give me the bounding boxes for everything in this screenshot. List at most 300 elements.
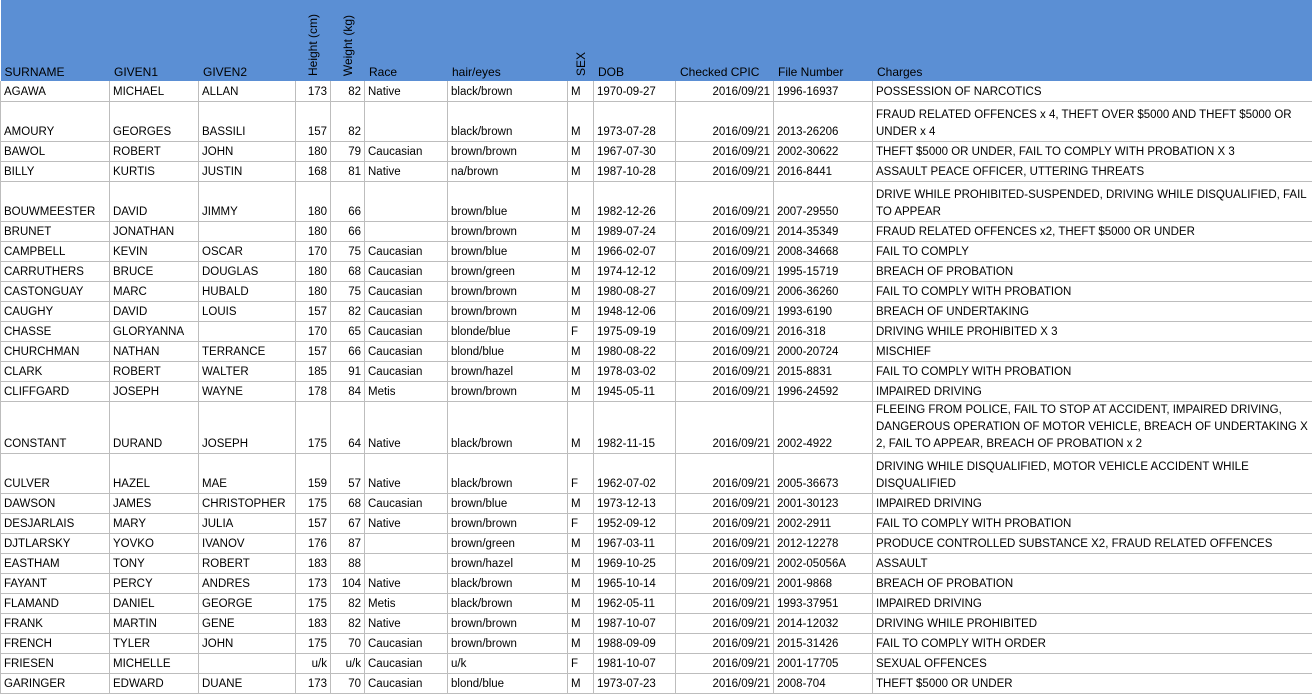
cell-surname[interactable]: FRENCH xyxy=(1,633,110,653)
cell-hair-eyes[interactable]: brown/brown xyxy=(448,301,568,321)
cell-given1[interactable]: MARC xyxy=(110,281,199,301)
cell-checked-cpic[interactable]: 2016/09/21 xyxy=(676,161,774,181)
cell-file-number[interactable]: 2013-26206 xyxy=(774,101,873,141)
header-race[interactable]: Race xyxy=(365,0,448,81)
cell-given1[interactable]: PERCY xyxy=(110,573,199,593)
cell-hair-eyes[interactable]: black/brown xyxy=(448,81,568,101)
cell-dob[interactable]: 1989-07-24 xyxy=(594,221,676,241)
cell-race[interactable]: Native xyxy=(365,401,448,453)
cell-surname[interactable]: CHASSE xyxy=(1,321,110,341)
cell-weight[interactable]: 57 xyxy=(331,453,365,493)
cell-weight[interactable]: 79 xyxy=(331,141,365,161)
cell-surname[interactable]: GARINGER xyxy=(1,673,110,693)
cell-weight[interactable]: 88 xyxy=(331,553,365,573)
cell-charges[interactable]: POSSESSION OF NARCOTICS xyxy=(873,81,1312,101)
cell-surname[interactable]: CULVER xyxy=(1,453,110,493)
cell-given2[interactable]: GEORGE xyxy=(199,593,296,613)
cell-given2[interactable]: IVANOV xyxy=(199,533,296,553)
cell-sex[interactable]: M xyxy=(568,401,594,453)
cell-given1[interactable]: JOSEPH xyxy=(110,381,199,401)
cell-dob[interactable]: 1952-09-12 xyxy=(594,513,676,533)
header-weight[interactable] xyxy=(331,0,365,81)
cell-sex[interactable]: M xyxy=(568,573,594,593)
cell-dob[interactable]: 1967-03-11 xyxy=(594,533,676,553)
cell-given2[interactable]: JOHN xyxy=(199,141,296,161)
cell-height[interactable]: 157 xyxy=(296,513,331,533)
cell-given1[interactable]: TYLER xyxy=(110,633,199,653)
cell-dob[interactable]: 1988-09-09 xyxy=(594,633,676,653)
cell-given1[interactable]: NATHAN xyxy=(110,341,199,361)
cell-race[interactable]: Caucasian xyxy=(365,653,448,673)
cell-file-number[interactable]: 2006-36260 xyxy=(774,281,873,301)
cell-file-number[interactable]: 1993-37951 xyxy=(774,593,873,613)
cell-hair-eyes[interactable]: brown/blue xyxy=(448,241,568,261)
cell-hair-eyes[interactable]: brown/brown xyxy=(448,221,568,241)
cell-race[interactable]: Caucasian xyxy=(365,321,448,341)
cell-sex[interactable]: F xyxy=(568,321,594,341)
cell-weight[interactable]: 66 xyxy=(331,341,365,361)
cell-weight[interactable]: 84 xyxy=(331,381,365,401)
cell-hair-eyes[interactable]: black/brown xyxy=(448,101,568,141)
cell-hair-eyes[interactable]: brown/brown xyxy=(448,281,568,301)
cell-charges[interactable]: BREACH OF PROBATION xyxy=(873,261,1312,281)
cell-height[interactable]: 176 xyxy=(296,533,331,553)
cell-dob[interactable]: 1945-05-11 xyxy=(594,381,676,401)
cell-surname[interactable]: BILLY xyxy=(1,161,110,181)
cell-given2[interactable]: JULIA xyxy=(199,513,296,533)
cell-dob[interactable]: 1967-07-30 xyxy=(594,141,676,161)
cell-checked-cpic[interactable]: 2016/09/21 xyxy=(676,101,774,141)
cell-hair-eyes[interactable]: brown/green xyxy=(448,261,568,281)
cell-hair-eyes[interactable]: brown/green xyxy=(448,533,568,553)
cell-surname[interactable]: BRUNET xyxy=(1,221,110,241)
cell-charges[interactable]: THEFT $5000 OR UNDER xyxy=(873,673,1312,693)
header-surname[interactable]: SURNAME xyxy=(1,0,110,81)
cell-race[interactable]: Caucasian xyxy=(365,361,448,381)
cell-dob[interactable]: 1987-10-07 xyxy=(594,613,676,633)
cell-given2[interactable]: WALTER xyxy=(199,361,296,381)
cell-dob[interactable]: 1962-07-02 xyxy=(594,453,676,493)
cell-height[interactable]: 180 xyxy=(296,181,331,221)
cell-race[interactable]: Caucasian xyxy=(365,301,448,321)
cell-dob[interactable]: 1966-02-07 xyxy=(594,241,676,261)
cell-surname[interactable]: BOUWMEESTER xyxy=(1,181,110,221)
cell-charges[interactable]: FLEEING FROM POLICE, FAIL TO STOP AT ACCIDENT, IMPAIRED DRIVING, DANGEROUS OPERATION OF MOTOR VEHICLE, BREACH OF UNDERTAKING X 2, FAIL TO APPEAR, BREACH OF PROBATION x 2 xyxy=(873,401,1312,453)
cell-charges[interactable]: FRAUD RELATED OFFENCES x2, THEFT $5000 OR UNDER xyxy=(873,221,1312,241)
cell-checked-cpic[interactable]: 2016/09/21 xyxy=(676,81,774,101)
cell-surname[interactable]: DESJARLAIS xyxy=(1,513,110,533)
cell-weight[interactable]: 66 xyxy=(331,181,365,221)
cell-sex[interactable]: M xyxy=(568,281,594,301)
cell-checked-cpic[interactable]: 2016/09/21 xyxy=(676,633,774,653)
cell-given1[interactable]: JONATHAN xyxy=(110,221,199,241)
cell-race[interactable]: Native xyxy=(365,513,448,533)
cell-file-number[interactable]: 2014-12032 xyxy=(774,613,873,633)
header-checked-cpic[interactable]: Checked CPIC xyxy=(676,0,774,81)
cell-checked-cpic[interactable]: 2016/09/21 xyxy=(676,341,774,361)
header-hair-eyes[interactable]: hair/eyes xyxy=(448,0,568,81)
cell-sex[interactable]: M xyxy=(568,241,594,261)
cell-weight[interactable]: 82 xyxy=(331,593,365,613)
cell-given2[interactable]: JOHN xyxy=(199,633,296,653)
cell-given2[interactable]: JOSEPH xyxy=(199,401,296,453)
cell-sex[interactable]: M xyxy=(568,593,594,613)
cell-sex[interactable]: M xyxy=(568,341,594,361)
cell-height[interactable]: 180 xyxy=(296,221,331,241)
cell-file-number[interactable]: 2001-9868 xyxy=(774,573,873,593)
cell-height[interactable]: 170 xyxy=(296,321,331,341)
cell-charges[interactable]: DRIVING WHILE DISQUALIFIED, MOTOR VEHICLE ACCIDENT WHILE DISQUALIFIED xyxy=(873,453,1312,493)
cell-charges[interactable]: ASSAULT xyxy=(873,553,1312,573)
cell-weight[interactable]: 81 xyxy=(331,161,365,181)
cell-dob[interactable]: 1948-12-06 xyxy=(594,301,676,321)
cell-file-number[interactable]: 2014-35349 xyxy=(774,221,873,241)
cell-given1[interactable]: MICHAEL xyxy=(110,81,199,101)
cell-sex[interactable]: M xyxy=(568,613,594,633)
cell-sex[interactable]: M xyxy=(568,101,594,141)
cell-race[interactable]: Caucasian xyxy=(365,673,448,693)
cell-race[interactable]: Native xyxy=(365,613,448,633)
cell-file-number[interactable]: 2001-30123 xyxy=(774,493,873,513)
cell-sex[interactable]: M xyxy=(568,261,594,281)
cell-given2[interactable]: ALLAN xyxy=(199,81,296,101)
cell-weight[interactable]: 82 xyxy=(331,301,365,321)
cell-charges[interactable]: FAIL TO COMPLY WITH PROBATION xyxy=(873,281,1312,301)
cell-race[interactable]: Caucasian xyxy=(365,633,448,653)
cell-charges[interactable]: DRIVING WHILE PROHIBITED X 3 xyxy=(873,321,1312,341)
cell-charges[interactable]: IMPAIRED DRIVING xyxy=(873,593,1312,613)
cell-weight[interactable]: 91 xyxy=(331,361,365,381)
cell-checked-cpic[interactable]: 2016/09/21 xyxy=(676,221,774,241)
cell-file-number[interactable]: 2016-8441 xyxy=(774,161,873,181)
cell-sex[interactable]: M xyxy=(568,493,594,513)
cell-sex[interactable]: M xyxy=(568,161,594,181)
cell-race[interactable]: Native xyxy=(365,161,448,181)
cell-checked-cpic[interactable]: 2016/09/21 xyxy=(676,361,774,381)
cell-dob[interactable]: 1981-10-07 xyxy=(594,653,676,673)
cell-given1[interactable]: TONY xyxy=(110,553,199,573)
cell-given1[interactable]: KEVIN xyxy=(110,241,199,261)
cell-weight[interactable]: 82 xyxy=(331,81,365,101)
cell-sex[interactable]: M xyxy=(568,361,594,381)
cell-given1[interactable]: GEORGES xyxy=(110,101,199,141)
cell-weight[interactable]: 75 xyxy=(331,241,365,261)
cell-weight[interactable]: 82 xyxy=(331,613,365,633)
cell-given2[interactable]: TERRANCE xyxy=(199,341,296,361)
cell-surname[interactable]: AMOURY xyxy=(1,101,110,141)
cell-given2[interactable]: HUBALD xyxy=(199,281,296,301)
cell-given1[interactable]: DURAND xyxy=(110,401,199,453)
cell-hair-eyes[interactable]: black/brown xyxy=(448,573,568,593)
cell-given2[interactable]: BASSILI xyxy=(199,101,296,141)
cell-height[interactable]: 170 xyxy=(296,241,331,261)
cell-given1[interactable]: KURTIS xyxy=(110,161,199,181)
cell-dob[interactable]: 1974-12-12 xyxy=(594,261,676,281)
cell-charges[interactable]: FAIL TO COMPLY WITH PROBATION xyxy=(873,513,1312,533)
cell-weight[interactable]: 70 xyxy=(331,633,365,653)
cell-charges[interactable]: IMPAIRED DRIVING xyxy=(873,493,1312,513)
cell-height[interactable]: 175 xyxy=(296,401,331,453)
cell-height[interactable]: u/k xyxy=(296,653,331,673)
cell-surname[interactable]: BAWOL xyxy=(1,141,110,161)
cell-weight[interactable]: 70 xyxy=(331,673,365,693)
cell-surname[interactable]: CLIFFGARD xyxy=(1,381,110,401)
cell-sex[interactable]: F xyxy=(568,513,594,533)
cell-file-number[interactable]: 2002-30622 xyxy=(774,141,873,161)
cell-charges[interactable]: FAIL TO COMPLY WITH ORDER xyxy=(873,633,1312,653)
cell-checked-cpic[interactable]: 2016/09/21 xyxy=(676,573,774,593)
cell-given1[interactable]: MARY xyxy=(110,513,199,533)
cell-checked-cpic[interactable]: 2016/09/21 xyxy=(676,181,774,221)
cell-dob[interactable]: 1978-03-02 xyxy=(594,361,676,381)
cell-given1[interactable]: YOVKO xyxy=(110,533,199,553)
cell-charges[interactable]: FRAUD RELATED OFFENCES x 4, THEFT OVER $5000 AND THEFT $5000 OR UNDER x 4 xyxy=(873,101,1312,141)
cell-hair-eyes[interactable]: blond/blue xyxy=(448,673,568,693)
cell-hair-eyes[interactable]: brown/blue xyxy=(448,181,568,221)
cell-hair-eyes[interactable]: brown/brown xyxy=(448,513,568,533)
cell-race[interactable]: Caucasian xyxy=(365,493,448,513)
cell-weight[interactable]: 104 xyxy=(331,573,365,593)
cell-race[interactable] xyxy=(365,533,448,553)
cell-sex[interactable]: M xyxy=(568,81,594,101)
cell-charges[interactable]: FAIL TO COMPLY xyxy=(873,241,1312,261)
cell-file-number[interactable]: 2001-17705 xyxy=(774,653,873,673)
cell-surname[interactable]: FLAMAND xyxy=(1,593,110,613)
cell-sex[interactable]: M xyxy=(568,181,594,221)
cell-given2[interactable]: WAYNE xyxy=(199,381,296,401)
cell-charges[interactable]: BREACH OF UNDERTAKING xyxy=(873,301,1312,321)
cell-file-number[interactable]: 2016-318 xyxy=(774,321,873,341)
cell-given1[interactable]: EDWARD xyxy=(110,673,199,693)
cell-charges[interactable]: DRIVING WHILE PROHIBITED xyxy=(873,613,1312,633)
cell-race[interactable]: Caucasian xyxy=(365,261,448,281)
cell-given1[interactable]: DAVID xyxy=(110,301,199,321)
cell-given1[interactable]: DAVID xyxy=(110,181,199,221)
cell-given1[interactable]: JAMES xyxy=(110,493,199,513)
cell-weight[interactable]: 82 xyxy=(331,101,365,141)
cell-height[interactable]: 157 xyxy=(296,341,331,361)
cell-hair-eyes[interactable]: brown/brown xyxy=(448,141,568,161)
cell-hair-eyes[interactable]: blond/blue xyxy=(448,341,568,361)
cell-surname[interactable]: CASTONGUAY xyxy=(1,281,110,301)
cell-race[interactable]: Caucasian xyxy=(365,241,448,261)
cell-file-number[interactable]: 1995-15719 xyxy=(774,261,873,281)
cell-height[interactable]: 168 xyxy=(296,161,331,181)
cell-sex[interactable]: M xyxy=(568,553,594,573)
cell-given2[interactable]: OSCAR xyxy=(199,241,296,261)
cell-sex[interactable]: M xyxy=(568,533,594,553)
cell-given1[interactable]: ROBERT xyxy=(110,361,199,381)
cell-race[interactable]: Native xyxy=(365,81,448,101)
cell-hair-eyes[interactable]: black/brown xyxy=(448,593,568,613)
cell-file-number[interactable]: 1993-6190 xyxy=(774,301,873,321)
cell-charges[interactable]: SEXUAL OFFENCES xyxy=(873,653,1312,673)
cell-height[interactable]: 185 xyxy=(296,361,331,381)
cell-file-number[interactable]: 2000-20724 xyxy=(774,341,873,361)
header-charges[interactable]: Charges xyxy=(873,0,1312,81)
cell-sex[interactable]: M xyxy=(568,633,594,653)
cell-dob[interactable]: 1982-11-15 xyxy=(594,401,676,453)
header-file-number[interactable]: File Number xyxy=(774,0,873,81)
cell-surname[interactable]: CAMPBELL xyxy=(1,241,110,261)
cell-dob[interactable]: 1980-08-27 xyxy=(594,281,676,301)
cell-charges[interactable]: DRIVE WHILE PROHIBITED-SUSPENDED, DRIVING WHILE DISQUALIFIED, FAIL TO APPEAR xyxy=(873,181,1312,221)
cell-file-number[interactable]: 2002-05056A xyxy=(774,553,873,573)
cell-surname[interactable]: DJTLARSKY xyxy=(1,533,110,553)
header-height[interactable] xyxy=(296,0,331,81)
cell-checked-cpic[interactable]: 2016/09/21 xyxy=(676,381,774,401)
cell-charges[interactable]: THEFT $5000 OR UNDER, FAIL TO COMPLY WITH PROBATION X 3 xyxy=(873,141,1312,161)
cell-height[interactable]: 183 xyxy=(296,613,331,633)
cell-file-number[interactable]: 2002-4922 xyxy=(774,401,873,453)
cell-checked-cpic[interactable]: 2016/09/21 xyxy=(676,241,774,261)
cell-hair-eyes[interactable]: brown/brown xyxy=(448,381,568,401)
cell-file-number[interactable]: 2007-29550 xyxy=(774,181,873,221)
cell-weight[interactable]: 87 xyxy=(331,533,365,553)
cell-sex[interactable]: M xyxy=(568,381,594,401)
cell-height[interactable]: 175 xyxy=(296,493,331,513)
cell-race[interactable]: Caucasian xyxy=(365,281,448,301)
cell-given1[interactable]: DANIEL xyxy=(110,593,199,613)
cell-hair-eyes[interactable]: blonde/blue xyxy=(448,321,568,341)
cell-height[interactable]: 175 xyxy=(296,593,331,613)
cell-dob[interactable]: 1975-09-19 xyxy=(594,321,676,341)
cell-surname[interactable]: CHURCHMAN xyxy=(1,341,110,361)
cell-height[interactable]: 173 xyxy=(296,573,331,593)
cell-file-number[interactable]: 2015-8831 xyxy=(774,361,873,381)
cell-charges[interactable]: PRODUCE CONTROLLED SUBSTANCE X2, FRAUD RELATED OFFENCES xyxy=(873,533,1312,553)
cell-height[interactable]: 175 xyxy=(296,633,331,653)
cell-checked-cpic[interactable]: 2016/09/21 xyxy=(676,533,774,553)
cell-checked-cpic[interactable]: 2016/09/21 xyxy=(676,281,774,301)
cell-dob[interactable]: 1970-09-27 xyxy=(594,81,676,101)
cell-checked-cpic[interactable]: 2016/09/21 xyxy=(676,653,774,673)
cell-given2[interactable]: ROBERT xyxy=(199,553,296,573)
cell-race[interactable] xyxy=(365,553,448,573)
cell-hair-eyes[interactable]: black/brown xyxy=(448,401,568,453)
cell-sex[interactable]: M xyxy=(568,301,594,321)
cell-height[interactable]: 180 xyxy=(296,141,331,161)
header-sex[interactable] xyxy=(568,0,594,81)
cell-given2[interactable] xyxy=(199,653,296,673)
cell-hair-eyes[interactable]: brown/blue xyxy=(448,493,568,513)
cell-charges[interactable]: ASSAULT PEACE OFFICER, UTTERING THREATS xyxy=(873,161,1312,181)
cell-hair-eyes[interactable]: brown/brown xyxy=(448,613,568,633)
cell-given2[interactable] xyxy=(199,221,296,241)
cell-surname[interactable]: DAWSON xyxy=(1,493,110,513)
cell-file-number[interactable]: 2008-34668 xyxy=(774,241,873,261)
cell-charges[interactable]: BREACH OF PROBATION xyxy=(873,573,1312,593)
cell-hair-eyes[interactable]: u/k xyxy=(448,653,568,673)
cell-weight[interactable]: 66 xyxy=(331,221,365,241)
cell-dob[interactable]: 1980-08-22 xyxy=(594,341,676,361)
header-dob[interactable]: DOB xyxy=(594,0,676,81)
cell-race[interactable]: Caucasian xyxy=(365,141,448,161)
cell-dob[interactable]: 1973-12-13 xyxy=(594,493,676,513)
cell-checked-cpic[interactable]: 2016/09/21 xyxy=(676,553,774,573)
cell-hair-eyes[interactable]: brown/hazel xyxy=(448,361,568,381)
cell-height[interactable]: 173 xyxy=(296,81,331,101)
cell-file-number[interactable]: 2015-31426 xyxy=(774,633,873,653)
cell-height[interactable]: 180 xyxy=(296,261,331,281)
header-given1[interactable]: GIVEN1 xyxy=(110,0,199,81)
cell-file-number[interactable]: 2002-2911 xyxy=(774,513,873,533)
cell-height[interactable]: 157 xyxy=(296,101,331,141)
cell-dob[interactable]: 1973-07-28 xyxy=(594,101,676,141)
cell-checked-cpic[interactable]: 2016/09/21 xyxy=(676,453,774,493)
cell-sex[interactable]: M xyxy=(568,221,594,241)
cell-height[interactable]: 178 xyxy=(296,381,331,401)
cell-dob[interactable]: 1965-10-14 xyxy=(594,573,676,593)
cell-race[interactable]: Metis xyxy=(365,593,448,613)
cell-race[interactable]: Caucasian xyxy=(365,341,448,361)
cell-dob[interactable]: 1973-07-23 xyxy=(594,673,676,693)
cell-race[interactable]: Native xyxy=(365,573,448,593)
cell-race[interactable] xyxy=(365,221,448,241)
cell-checked-cpic[interactable]: 2016/09/21 xyxy=(676,673,774,693)
cell-surname[interactable]: CLARK xyxy=(1,361,110,381)
cell-checked-cpic[interactable]: 2016/09/21 xyxy=(676,261,774,281)
cell-weight[interactable]: 64 xyxy=(331,401,365,453)
cell-sex[interactable]: M xyxy=(568,673,594,693)
cell-height[interactable]: 183 xyxy=(296,553,331,573)
cell-file-number[interactable]: 1996-16937 xyxy=(774,81,873,101)
cell-hair-eyes[interactable]: na/brown xyxy=(448,161,568,181)
cell-hair-eyes[interactable]: brown/brown xyxy=(448,633,568,653)
cell-checked-cpic[interactable]: 2016/09/21 xyxy=(676,513,774,533)
cell-checked-cpic[interactable]: 2016/09/21 xyxy=(676,321,774,341)
cell-weight[interactable]: u/k xyxy=(331,653,365,673)
cell-weight[interactable]: 68 xyxy=(331,261,365,281)
cell-dob[interactable]: 1987-10-28 xyxy=(594,161,676,181)
cell-height[interactable]: 173 xyxy=(296,673,331,693)
cell-file-number[interactable]: 2012-12278 xyxy=(774,533,873,553)
cell-given2[interactable]: ANDRES xyxy=(199,573,296,593)
cell-given1[interactable]: BRUCE xyxy=(110,261,199,281)
cell-checked-cpic[interactable]: 2016/09/21 xyxy=(676,613,774,633)
cell-height[interactable]: 159 xyxy=(296,453,331,493)
cell-checked-cpic[interactable]: 2016/09/21 xyxy=(676,593,774,613)
cell-dob[interactable]: 1962-05-11 xyxy=(594,593,676,613)
cell-sex[interactable]: M xyxy=(568,141,594,161)
cell-given1[interactable]: ROBERT xyxy=(110,141,199,161)
header-given2[interactable]: GIVEN2 xyxy=(199,0,296,81)
cell-surname[interactable]: FRIESEN xyxy=(1,653,110,673)
cell-race[interactable]: Metis xyxy=(365,381,448,401)
cell-height[interactable]: 180 xyxy=(296,281,331,301)
cell-sex[interactable]: F xyxy=(568,453,594,493)
cell-given2[interactable]: MAE xyxy=(199,453,296,493)
cell-race[interactable]: Native xyxy=(365,453,448,493)
cell-race[interactable] xyxy=(365,181,448,221)
cell-dob[interactable]: 1982-12-26 xyxy=(594,181,676,221)
cell-checked-cpic[interactable]: 2016/09/21 xyxy=(676,493,774,513)
cell-charges[interactable]: MISCHIEF xyxy=(873,341,1312,361)
cell-weight[interactable]: 67 xyxy=(331,513,365,533)
cell-surname[interactable]: CONSTANT xyxy=(1,401,110,453)
cell-given2[interactable]: CHRISTOPHER xyxy=(199,493,296,513)
cell-surname[interactable]: FAYANT xyxy=(1,573,110,593)
cell-hair-eyes[interactable]: black/brown xyxy=(448,453,568,493)
cell-height[interactable]: 157 xyxy=(296,301,331,321)
cell-surname[interactable]: AGAWA xyxy=(1,81,110,101)
cell-file-number[interactable]: 2005-36673 xyxy=(774,453,873,493)
cell-file-number[interactable]: 2008-704 xyxy=(774,673,873,693)
cell-weight[interactable]: 65 xyxy=(331,321,365,341)
cell-given2[interactable]: LOUIS xyxy=(199,301,296,321)
cell-charges[interactable]: FAIL TO COMPLY WITH PROBATION xyxy=(873,361,1312,381)
cell-given1[interactable]: MICHELLE xyxy=(110,653,199,673)
